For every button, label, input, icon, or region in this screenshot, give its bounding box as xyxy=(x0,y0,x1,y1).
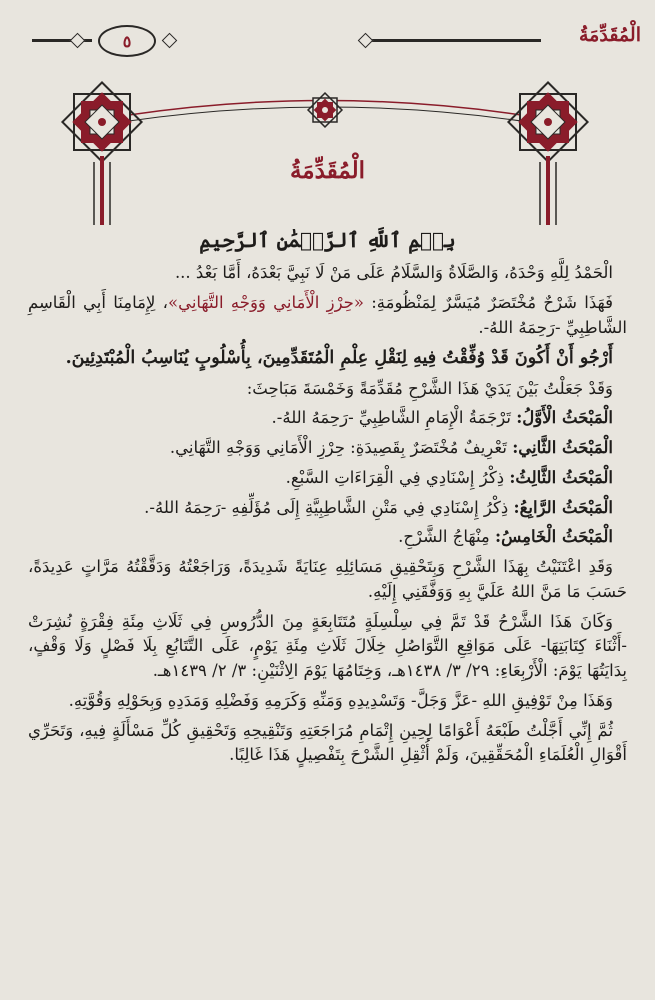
poem-title: «حِرْزِ الْأَمَانِي وَوَجْهِ التَّهَانِي» xyxy=(167,292,364,312)
topic-item xyxy=(28,406,627,431)
topic-text: مِنْهَاجُ الشَّرْحِ. xyxy=(398,527,496,547)
topic-label: الْمَبْحَثُ الْخَامِسُ: xyxy=(495,527,613,547)
paragraph: أَرْجُو أَنْ أَكُونَ قَدْ وُفِّقْتُ فِيهِ لِنَقْلِ عِلْمِ الْمُتَقَدِّمِينَ، بِأُسْلُوبٍ يُنَاسِبُ الْمُبْتَدِئِينَ. xyxy=(65,348,613,369)
paragraph: وَهَذَا مِنْ تَوْفِيقِ اللهِ -عَزَّ وَجَلَّ- وَتَسْدِيدِهِ وَمَنِّهِ وَكَرَمِهِ وَفَضْلِهِ وَمَدَدِهِ وَبِحَوْلِهِ وَقُوَّتِهِ. xyxy=(68,690,613,710)
topic-text: ذِكْرُ إِسْنَادِي فِي مَتْنِ الشَّاطِبِيَّةِ إِلَى مُؤَلِّفِهِ -رَحِمَهُ اللهُ-. xyxy=(144,497,514,517)
topic-text: تَرْجَمَةُ الْإِمَامِ الشَّاطِبِيِّ -رَحِمَهُ اللهُ-. xyxy=(271,408,517,428)
paragraph: ثُمَّ إِنِّي أَجَّلْتُ طَبْعَهُ أَعْوَامًا لِحِينِ إِتْمَامِ مُرَاجَعَتِهِ وَتَنْقِيحِهِ وَتَحْقِيقِ كُلِّ مَسْأَلَةٍ فِيهِ، وَتَحَرِّي أَقْوَالِ الْعُلَمَاءِ الْمُحَقِّقِينَ، وَلَمْ أُثْقِلِ الشَّرْحَ بِتَفْصِيلٍ هَذَا غَالِبًا. xyxy=(28,720,627,765)
paragraph-text: فَهَذَا شَرْحٌ مُخْتَصَرٌ مُيَسَّرٌ لِمَنْظُومَةِ: xyxy=(363,292,613,312)
topic-label: الْمَبْحَثُ الرَّابِعُ: xyxy=(513,497,613,517)
right-star-icon xyxy=(508,82,587,225)
paragraph xyxy=(28,291,627,341)
topic-item xyxy=(28,466,627,491)
topic-text: تَعْرِيفٌ مُخْتَصَرٌ بِقَصِيدَةِ: حِرْزِ الْأَمَانِي وَوَجْهِ التَّهَانِي. xyxy=(169,438,513,457)
topic-label: الْمَبْحَثُ الْأَوَّلُ: xyxy=(516,408,613,428)
topic-item xyxy=(28,436,627,461)
basmala: بِسۡمِ ٱللَّهِ ٱلرَّحۡمَٰنِ ٱلرَّحِيمِ xyxy=(199,228,456,252)
header-diamond-icon xyxy=(162,33,178,49)
paragraph: وَقَدْ جَعَلْتُ بَيْنَ يَدَيْ هَذَا الشَّرْحِ مُقَدِّمَةً وَخَمْسَةَ مَبَاحِثَ: xyxy=(246,378,613,398)
page-number: ٥ xyxy=(98,25,156,57)
paragraph: وَكَانَ هَذَا الشَّرْحُ قَدْ تَمَّ فِي سِلْسِلَةٍ مُتَتَابِعَةٍ مِنَ الدُّرُوسِ فِي ثَلَاثِ مِئَةِ فِقْرَةٍ نُشِرَتْ -أَثْنَاءَ كِتَابَتِهَا- عَلَى مَوَاقِعِ التَّوَاصُلِ خِلَالَ ثَلَاثِ مِئَةِ يَوْمٍ، عَلَى التَّتَابُعِ بِلَا فَصْلٍ وَلَا وَقْفٍ، بِدَايَتُهَا يَوْمَ: الْأَرْبِعَاءِ: ٢٩/ ٣/ ١٤٣٨هـ، وَخِتَامُهَا يَوْمَ الِاثْنَيْنِ: ٣/ ٢/ ١٤٣٩هـ. xyxy=(28,611,627,680)
section-title: الْمُقَدِّمَةُ xyxy=(289,157,366,184)
header-rule-right xyxy=(371,39,541,42)
topic-text: ذِكْرُ إِسْنَادِي فِي الْقِرَاءَاتِ السَّبْعِ. xyxy=(285,467,510,487)
topic-label: الْمَبْحَثُ الثَّالِثُ: xyxy=(509,467,613,487)
body-text xyxy=(28,225,627,773)
left-star-icon xyxy=(62,82,141,225)
running-title: الْمُقَدِّمَةُ xyxy=(578,24,641,46)
chapter-ornament xyxy=(60,80,590,225)
header-diamond-icon xyxy=(358,33,374,49)
running-header xyxy=(24,20,641,60)
paragraph: الْحَمْدُ لِلَّهِ وَحْدَهُ، وَالصَّلَاةُ وَالسَّلَامُ عَلَى مَنْ لَا نَبِيَّ بَعْدَهُ، أَمَّا بَعْدُ ... xyxy=(174,263,613,282)
topic-item xyxy=(28,496,627,521)
topic-label: الْمَبْحَثُ الثَّانِي: xyxy=(512,438,613,457)
center-star-icon xyxy=(308,93,342,127)
header-diamond-icon xyxy=(70,33,86,49)
paragraph: وَقَدِ اعْتَنَيْتُ بِهَذَا الشَّرْحِ وَبِتَحْقِيقِ مَسَائِلِهِ عِنَايَةً شَدِيدَةً، وَرَاجَعْتُهُ وَدَقَّقْتُهُ مَرَّاتٍ عَدِيدَةً، حَسَبَ مَا مَنَّ اللهُ عَلَيَّ بِهِ وَوَفَّقَنِي إِلَيْهِ. xyxy=(28,557,627,601)
paragraph-text: ، لِإِمَامِنَا أَبِي الْقَاسِمِ الشَّاطِبِيِّ -رَحِمَهُ اللهُ-. xyxy=(28,292,627,337)
topic-item xyxy=(28,525,627,550)
